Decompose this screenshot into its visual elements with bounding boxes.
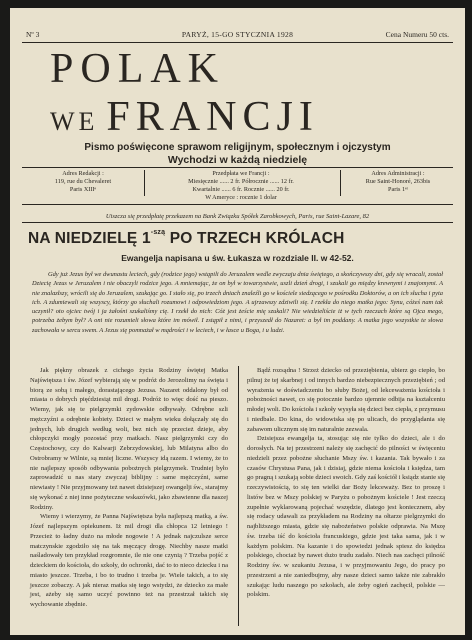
- paragraph: Wiemy i wierzymy, że Panna Najświętsza była najlepszą matką, a św. Józef najlepszym opiekunem. Iż mil drogi dla chłopca 12 letniego ! Przecież to ładny dużo na młode nogowie ! A jednak najczulsze serce matczynskie zgodziło się na tak męczący drogę. Niechby nasze matki naśladowały ten przykład rozgromnie, ile nie one czynią ? Trzeba pojść z dzieckiem do kościoła, do szkoły, do ochronki, dać to to nieco dziecku i na miasto jeszcze. Trzeba, i bo to trudno i trzeba je. Wiele takich, a to się jeszcze zobaczy. A jak nieraz matka się tego wstydzi, że dziecko za małe jest, ażeby się samo uczyć powinno też na przestrzał takich się wychowanie zbędnie.: [30, 513, 228, 608]
- paragraph: Jak piękny obrazek z cichego życia Rodziny świętej Matka Najświętsza i św. Józef wybierają się w podróż do Jerozolimy na święta i biorą ze sobą i małego, dorastającego Jezusa. Nazaret oddalony był od miasta o dobrych pięćdziesiąt mil drogi. Podróż to więc dość na pieszo. Wiemy, jak się te pielgrzymki zydowskie odbywały. Odrębne szli mężczyźni a odrębnie kobiety. Dzieci w małym wieku dołączały się do jednych, lub drugich według woli, bez nich się przecież dzieje, aby chłopczyki mogły pozostać przy matkach. Nasz pielgrzymki czy do Częstochowy, czy do Kalwarji Zebrzydowskiej, lub Milatyna albo do Ostrobramy w Wilnie, są mniej liczne. Wszyscy idą razem. I wiemy, że to nie najlepszy sposób odbywania pobożnych pielgrzymek. Trudniej było zaprowadzić u nas stary zwyczaj biblijny : same mężczyźni, same niewiasty ! Nie przyjmowany też nawet dzisiejszej owangelji św., starajmy się wykonać z niej inne pożyteczne wskazówki, jako zbawienne dla naszej Rodziny.: [30, 367, 228, 511]
- editorial-address: 119, rue du Chevaleret: [54, 178, 112, 186]
- article-column-left: [30, 366, 228, 610]
- headline-ordinal: -szą: [150, 229, 166, 236]
- editorial-title: Adres Redakcji :: [62, 170, 104, 177]
- issue-number: Nº 3: [26, 30, 40, 39]
- issue-price: Cena Numeru 50 cts.: [385, 30, 449, 39]
- admin-address: Rue Saint-Honoré, 263bis: [365, 178, 431, 186]
- article-column-right: [247, 366, 445, 600]
- editorial-city: Paris XIIIᵉ: [69, 186, 97, 194]
- subscription-america: W Ameryce : rocznie 1 dolar: [205, 194, 277, 202]
- headline-part-a: NA NIEDZIELĘ 1: [28, 230, 151, 247]
- masthead-frequency: Wychodzi w każdą niedzielę: [167, 154, 308, 166]
- article-headline: [28, 230, 344, 248]
- publication-info: [22, 168, 453, 202]
- article-subhead: Ewangelja napisana u św. Łukasza w rozdziale II. w 42-52.: [121, 253, 354, 263]
- subscription-rates-1: Miesięcznie ...... 2 fr. Półrocznie ...... 12 fr.: [188, 178, 294, 186]
- masthead-title-we: WE: [50, 107, 99, 136]
- paragraph: Dzisiejsza ewangelja ta, stosując się nie tylko do dzieci, ale i do dorosłych. Na tej przestrzeni należy się zachęcić do pilności w święceniu niedzieli przez pobożne słuchanie Mszy św. i kazania. Tak bywało i za czasów Chrystusa Pana, jak i dzisiaj, gdzie niema kościoła i księdza, tam go pragną i szukają sobie dzieci swoich. Gdy zaś kościół i ksiądz stanie się rzeczywistością, to się ten wielki dar Boży lekceważy. Bez to proszę i listów bez w Mszy polskiej w Paryżu o pobożnym kościele ! Jest rzeczą zupełnie wyklarowaną pojechać wszędzie, dlatego jest koniecznem, aby się rodacy udawali za przykładem na Rodziny na ołtarze pielgrzymki do najbliższego miasta, gdzie się nabożeństwo polskie odprawia. Na Mszę św. trzeba iść do kościoła francuskiego, gdzie jest taka sama, jak i w każdym polskim. Na kazanie i do spowiedzi jednak spiesz do księdza polskiego, chociaż by nawet dużo trudu zadało. Niech nas zachęci pilność Rodziny św. w szukaniu Jezusa, i w przyjmowaniu Jego, do pracy po przestrzeni a nie zaniedbujmy, aby nasze dzieci samo także nie zabrakło szukając ludu naszego po szkołach, ale żeby ogień zachęcił, polskie — polskim.: [247, 435, 445, 599]
- masthead-title-francji: FRANCJI: [106, 94, 319, 140]
- dateline: PARYŻ, 15-GO STYCZNIA 1928: [181, 30, 294, 39]
- payment-notice: Uiszcza się przedpłatę przekazem na Bank Związku Spółek Zarobkowych, Paris, rue Saint-Lazare, 82: [105, 213, 370, 220]
- masthead-title-line1: POLAK: [50, 46, 226, 92]
- divider: [22, 42, 453, 43]
- divider: [22, 222, 453, 223]
- headline-part-b: PO TRZECH KRÓLACH: [165, 230, 345, 247]
- issue-bar: [22, 28, 453, 40]
- admin-city: Paris 1ᵉʳ: [388, 186, 408, 194]
- newspaper-page: [10, 8, 465, 635]
- divider: [340, 170, 341, 196]
- masthead-subtitle: Pismo poświęcone sprawom religijnym, społecznym i ojczystym: [84, 142, 391, 153]
- admin-title: Adres Administracji :: [371, 170, 425, 177]
- divider: [22, 204, 453, 205]
- subscription-rates-2: Kwartalnie ...... 6 fr. Rocznie ...... 20 fr.: [192, 186, 290, 194]
- masthead-title-line2: [50, 96, 319, 138]
- subscription-title: Przedpłata we Francji :: [212, 170, 270, 177]
- column-divider: [238, 366, 239, 626]
- editorial-address-block: [28, 170, 138, 194]
- gospel-text: Gdy już Jezus był we dwunastu leciech, gdy (rodzice jego) wstąpili do Jeruzalem wedle zwyczaju dnia świętego, a skończywszy dni, gdy się wracali, został Dziecię Jezus w Jeruzalem i nie obaczyli rodzice jego. A mniemając, że on był w towarzystwie, uszli dzień drogi, i szukali go między krewnymi i znajomymi. A nie znalazłszy, wrócili się do Jeruzalem, szukając go. I stało się, po trzech dniach znaleźli go w kościele siedzącego w pośrodku Doktorów, a on ich słucha i pyta ich. A zdumiewali się wszyscy, którzy go słuchali rozumowi i odpowiedziom jego. A ujrzawszy zdziwili się. I rzekła do niego matka jego: Synu, cóżeś nam tak uczynił? oto ojciec twój i ja żałośni szukaliśmy cię. I rzekł do nich: Cóż jest żeście mię szukali? Nie wiedzieliście iż w tych rzeczach które są Ojca mego, potrzeba żebym był? A oni nie rozumieli słowa które im mówił. I zstąpił z nimi, i przyszedł do Nazaret: a był im poddany. A matka jego wszystkie te słowa zachowała w sercu swem. A Jezus się pomnażał w mądrości i w leciech, i w łasce u Boga, i u ludzi.: [32, 271, 443, 334]
- subscription-block: [148, 170, 334, 202]
- paragraph: Bądź rozsądna ! Strzeż dziecko od przeziębienia, ubierz go ciepło, bo pilnuj że tej skarbnej i od innych bardzo niebezpiecznych przeziębień ; od wyrażenia w doświadczeniu bo słuby Bożej, od lekceważenia kościoła i pobożności nawet, co się potocznie bardzo ujemnie odbija na kształceniu młodej woli. Do kościoła i szkoły wysyła się dzieci bez ciepła, z przymusu i niedbale. Do kina, do widowiska się po ulicach, do przyglądania się zabawom ulicznym się im naturalnie zezwala.: [247, 367, 445, 433]
- admin-address-block: [344, 170, 452, 194]
- divider: [144, 170, 145, 196]
